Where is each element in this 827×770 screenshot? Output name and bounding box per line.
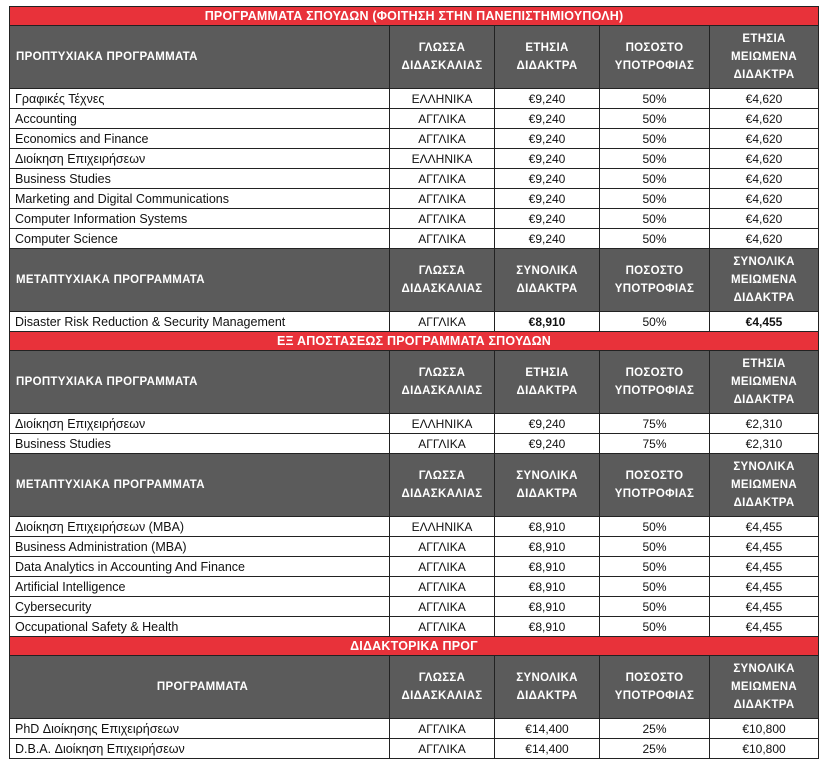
column-header-programs: ΠΡΟΓΡΑΜΜΑΤΑ	[10, 656, 390, 719]
column-header-line: ΕΤΗΣΙΑ	[525, 42, 569, 54]
scholarship-cell: 50%	[600, 169, 710, 189]
table-row	[10, 617, 819, 637]
table-row	[10, 89, 819, 109]
table-row	[10, 414, 819, 434]
header-campus-undergrad	[10, 26, 819, 89]
fee-cell: €8,910	[495, 537, 600, 557]
fee-cell: €9,240	[495, 189, 600, 209]
column-header-line: ΔΙΔΑΚΤΡΑ	[733, 497, 795, 509]
reduced-fee-cell: €4,455	[710, 517, 819, 537]
column-header-line: ΔΙΔΑΣΚΑΛΙΑΣ	[401, 283, 483, 295]
column-header-line: ΠΟΣΟΣΤΟ	[625, 42, 684, 54]
language-cell: ΑΓΓΛΙΚΑ	[390, 597, 495, 617]
scholarship-cell: 50%	[600, 129, 710, 149]
column-header-line: ΓΛΩΣΣΑ	[418, 672, 466, 684]
program-name-cell: Business Administration (MBA)	[10, 537, 390, 557]
section-title: ΔΙΔΑΚΤΟΡΙΚΑ ΠΡΟΓ	[10, 637, 819, 656]
language-cell: ΑΓΓΛΙΚΑ	[390, 169, 495, 189]
column-header-fee	[495, 656, 600, 719]
column-header-reduced-fee	[710, 249, 819, 312]
scholarship-cell: 25%	[600, 719, 710, 739]
column-header-scholarship	[600, 656, 710, 719]
band-distance-programs	[10, 332, 819, 351]
table-row	[10, 537, 819, 557]
fee-cell: €9,240	[495, 434, 600, 454]
column-header-line: ΓΛΩΣΣΑ	[418, 42, 466, 54]
bold-value: €8,910	[528, 314, 566, 329]
program-name-cell: D.B.A. Διοίκηση Επιχειρήσεων	[10, 739, 390, 759]
column-header-line: ΜΕΙΩΜΕΝΑ	[731, 681, 797, 693]
table-row	[10, 109, 819, 129]
column-header-fee	[495, 454, 600, 517]
table-row	[10, 577, 819, 597]
fee-cell: €9,240	[495, 209, 600, 229]
reduced-fee-cell: €4,620	[710, 149, 819, 169]
language-cell: ΑΓΓΛΙΚΑ	[390, 537, 495, 557]
column-header-reduced-fee	[710, 454, 819, 517]
fee-cell: €9,240	[495, 169, 600, 189]
column-header-line: ΔΙΔΑΚΤΡΑ	[733, 699, 795, 711]
column-header-line: ΓΛΩΣΣΑ	[418, 265, 466, 277]
scholarship-cell: 50%	[600, 149, 710, 169]
fee-cell: €9,240	[495, 129, 600, 149]
column-header-scholarship	[600, 351, 710, 414]
column-header-fee	[495, 351, 600, 414]
scholarship-cell: 50%	[600, 109, 710, 129]
table-row	[10, 129, 819, 149]
program-name-cell: Διοίκηση Επιχειρήσεων	[10, 414, 390, 434]
column-header-line: ΔΙΔΑΚΤΡΑ	[516, 385, 578, 397]
program-name-cell: Artificial Intelligence	[10, 577, 390, 597]
reduced-fee-cell: €4,620	[710, 189, 819, 209]
language-cell: ΕΛΛΗΝΙΚΑ	[390, 414, 495, 434]
reduced-fee-cell: €10,800	[710, 739, 819, 759]
scholarship-cell: 75%	[600, 434, 710, 454]
column-header-line: ΠΟΣΟΣΤΟ	[625, 265, 684, 277]
fee-cell: €8,910	[495, 617, 600, 637]
program-name-cell: Economics and Finance	[10, 129, 390, 149]
column-header-line: ΜΕΙΩΜΕΝΑ	[731, 479, 797, 491]
column-header-line: ΕΤΗΣΙΑ	[742, 33, 786, 45]
scholarship-cell: 50%	[600, 597, 710, 617]
column-header-line: ΔΙΔΑΚΤΡΑ	[516, 283, 578, 295]
table-row	[10, 434, 819, 454]
program-name-cell: Marketing and Digital Communications	[10, 189, 390, 209]
reduced-fee-cell: €4,455	[710, 577, 819, 597]
column-header-language	[390, 249, 495, 312]
reduced-fee-cell: €10,800	[710, 719, 819, 739]
column-header-line: ΔΙΔΑΚΤΡΑ	[516, 488, 578, 500]
fee-cell: €9,240	[495, 149, 600, 169]
reduced-fee-cell: €4,455	[710, 597, 819, 617]
program-name-cell: Cybersecurity	[10, 597, 390, 617]
fee-cell: €9,240	[495, 414, 600, 434]
column-header-line: ΥΠΟΤΡΟΦΙΑΣ	[614, 60, 695, 72]
tuition-table-sheet	[9, 6, 818, 759]
fee-cell: €14,400	[495, 739, 600, 759]
column-header-language	[390, 26, 495, 89]
column-header-reduced-fee	[710, 26, 819, 89]
reduced-fee-cell: €4,620	[710, 169, 819, 189]
fee-cell: €9,240	[495, 89, 600, 109]
column-header-line: ΔΙΔΑΣΚΑΛΙΑΣ	[401, 60, 483, 72]
program-name-cell: Διοίκηση Επιχειρήσεων (MBA)	[10, 517, 390, 537]
scholarship-cell: 50%	[600, 229, 710, 249]
column-header-line: ΜΕΙΩΜΕΝΑ	[731, 274, 797, 286]
program-name-cell: Business Studies	[10, 169, 390, 189]
program-name-cell: Data Analytics in Accounting And Finance	[10, 557, 390, 577]
scholarship-cell: 50%	[600, 557, 710, 577]
table-row	[10, 169, 819, 189]
scholarship-cell: 25%	[600, 739, 710, 759]
column-header-line: ΔΙΔΑΚΤΡΑ	[733, 394, 795, 406]
column-header-fee	[495, 249, 600, 312]
table-row	[10, 209, 819, 229]
column-header-line: ΣΥΝΟΛΙΚΑ	[516, 470, 578, 482]
column-header-language	[390, 656, 495, 719]
program-name-cell: Accounting	[10, 109, 390, 129]
column-header-fee	[495, 26, 600, 89]
fee-cell: €8,910	[495, 597, 600, 617]
column-header-line: ΓΛΩΣΣΑ	[418, 367, 466, 379]
table-row	[10, 149, 819, 169]
language-cell: ΑΓΓΛΙΚΑ	[390, 189, 495, 209]
column-header-line: ΠΟΣΟΣΤΟ	[625, 367, 684, 379]
fee-cell: €8,910	[495, 517, 600, 537]
reduced-fee-cell: €2,310	[710, 434, 819, 454]
column-header-line: ΔΙΔΑΣΚΑΛΙΑΣ	[401, 488, 483, 500]
language-cell: ΑΓΓΛΙΚΑ	[390, 209, 495, 229]
program-name-cell: Διοίκηση Επιχειρήσεων	[10, 149, 390, 169]
language-cell: ΑΓΓΛΙΚΑ	[390, 557, 495, 577]
header-distance-undergrad	[10, 351, 819, 414]
language-cell: ΑΓΓΛΙΚΑ	[390, 739, 495, 759]
language-cell: ΕΛΛΗΝΙΚΑ	[390, 149, 495, 169]
column-header-line: ΔΙΔΑΚΤΡΑ	[733, 69, 795, 81]
program-name-cell: Computer Science	[10, 229, 390, 249]
column-header-line: ΜΕΙΩΜΕΝΑ	[731, 51, 797, 63]
scholarship-cell: 50%	[600, 537, 710, 557]
column-header-line: ΥΠΟΤΡΟΦΙΑΣ	[614, 385, 695, 397]
column-header-line: ΥΠΟΤΡΟΦΙΑΣ	[614, 488, 695, 500]
language-cell: ΑΓΓΛΙΚΑ	[390, 577, 495, 597]
section-title: ΠΡΟΓΡΑΜΜΑΤΑ ΣΠΟΥΔΩΝ (ΦΟΙΤΗΣΗ ΣΤΗΝ ΠΑΝΕΠΙΣΤΗΜΙΟΥΠΟΛΗ)	[10, 7, 819, 26]
reduced-fee-cell: €4,620	[710, 89, 819, 109]
column-header-language	[390, 454, 495, 517]
program-name-cell: Computer Information Systems	[10, 209, 390, 229]
header-campus-postgrad	[10, 249, 819, 312]
column-header-line: ΣΥΝΟΛΙΚΑ	[516, 672, 578, 684]
reduced-fee-cell: €4,620	[710, 129, 819, 149]
column-header-line: ΥΠΟΤΡΟΦΙΑΣ	[614, 690, 695, 702]
language-cell: ΑΓΓΛΙΚΑ	[390, 617, 495, 637]
table-row	[10, 739, 819, 759]
reduced-fee-cell: €4,455	[710, 537, 819, 557]
program-name-cell: Disaster Risk Reduction & Security Management	[10, 312, 390, 332]
reduced-fee-cell: €4,620	[710, 109, 819, 129]
language-cell: ΕΛΛΗΝΙΚΑ	[390, 89, 495, 109]
program-name-cell: Γραφικές Τέχνες	[10, 89, 390, 109]
column-header-line: ΕΤΗΣΙΑ	[742, 358, 786, 370]
language-cell: ΕΛΛΗΝΙΚΑ	[390, 517, 495, 537]
table-row	[10, 557, 819, 577]
table-row	[10, 312, 819, 332]
reduced-fee-cell: €2,310	[710, 414, 819, 434]
language-cell: ΑΓΓΛΙΚΑ	[390, 312, 495, 332]
column-header-line: ΔΙΔΑΣΚΑΛΙΑΣ	[401, 385, 483, 397]
band-doctoral-programs	[10, 637, 819, 656]
fee-cell	[495, 312, 600, 332]
scholarship-cell: 50%	[600, 189, 710, 209]
language-cell: ΑΓΓΛΙΚΑ	[390, 434, 495, 454]
fee-cell: €8,910	[495, 577, 600, 597]
language-cell: ΑΓΓΛΙΚΑ	[390, 109, 495, 129]
tuition-table	[9, 6, 819, 759]
bold-value: €4,455	[745, 314, 783, 329]
scholarship-cell: 50%	[600, 312, 710, 332]
program-name-cell: PhD Διοίκησης Επιχειρήσεων	[10, 719, 390, 739]
column-header-reduced-fee	[710, 656, 819, 719]
column-header-scholarship	[600, 454, 710, 517]
column-header-programs: ΠΡΟΠΤΥΧΙΑΚΑ ΠΡΟΓΡΑΜΜΑΤΑ	[10, 26, 390, 89]
column-header-line: ΣΥΝΟΛΙΚΑ	[733, 461, 795, 473]
column-header-line: ΜΕΙΩΜΕΝΑ	[731, 376, 797, 388]
column-header-scholarship	[600, 26, 710, 89]
column-header-line: ΠΟΣΟΣΤΟ	[625, 470, 684, 482]
scholarship-cell: 50%	[600, 577, 710, 597]
language-cell: ΑΓΓΛΙΚΑ	[390, 229, 495, 249]
column-header-line: ΠΟΣΟΣΤΟ	[625, 672, 684, 684]
scholarship-cell: 50%	[600, 209, 710, 229]
column-header-line: ΔΙΔΑΚΤΡΑ	[516, 690, 578, 702]
fee-cell: €8,910	[495, 557, 600, 577]
table-row	[10, 597, 819, 617]
fee-cell: €14,400	[495, 719, 600, 739]
reduced-fee-cell: €4,620	[710, 209, 819, 229]
column-header-scholarship	[600, 249, 710, 312]
table-row	[10, 719, 819, 739]
column-header-line: ΔΙΔΑΚΤΡΑ	[733, 292, 795, 304]
table-row	[10, 189, 819, 209]
column-header-line: ΕΤΗΣΙΑ	[525, 367, 569, 379]
fee-cell: €9,240	[495, 109, 600, 129]
language-cell: ΑΓΓΛΙΚΑ	[390, 719, 495, 739]
column-header-programs: ΠΡΟΠΤΥΧΙΑΚΑ ΠΡΟΓΡΑΜΜΑΤΑ	[10, 351, 390, 414]
column-header-line: ΥΠΟΤΡΟΦΙΑΣ	[614, 283, 695, 295]
reduced-fee-cell: €4,620	[710, 229, 819, 249]
scholarship-cell: 75%	[600, 414, 710, 434]
table-row	[10, 517, 819, 537]
scholarship-cell: 50%	[600, 89, 710, 109]
scholarship-cell: 50%	[600, 617, 710, 637]
band-campus-programs	[10, 7, 819, 26]
column-header-line: ΔΙΔΑΚΤΡΑ	[516, 60, 578, 72]
reduced-fee-cell	[710, 312, 819, 332]
header-doctoral	[10, 656, 819, 719]
table-row	[10, 229, 819, 249]
column-header-line: ΓΛΩΣΣΑ	[418, 470, 466, 482]
reduced-fee-cell: €4,455	[710, 617, 819, 637]
scholarship-cell: 50%	[600, 517, 710, 537]
column-header-line: ΣΥΝΟΛΙΚΑ	[516, 265, 578, 277]
fee-cell: €9,240	[495, 229, 600, 249]
section-title: ΕΞ ΑΠΟΣΤΑΣΕΩΣ ΠΡΟΓΡΑΜΜΑΤΑ ΣΠΟΥΔΩΝ	[10, 332, 819, 351]
column-header-programs: ΜΕΤΑΠΤΥΧΙΑΚΑ ΠΡΟΓΡΑΜΜΑΤΑ	[10, 454, 390, 517]
header-distance-postgrad	[10, 454, 819, 517]
column-header-line: ΔΙΔΑΣΚΑΛΙΑΣ	[401, 690, 483, 702]
column-header-reduced-fee	[710, 351, 819, 414]
program-name-cell: Business Studies	[10, 434, 390, 454]
program-name-cell: Occupational Safety & Health	[10, 617, 390, 637]
column-header-language	[390, 351, 495, 414]
column-header-programs: ΜΕΤΑΠΤΥΧΙΑΚΑ ΠΡΟΓΡΑΜΜΑΤΑ	[10, 249, 390, 312]
reduced-fee-cell: €4,455	[710, 557, 819, 577]
column-header-line: ΣΥΝΟΛΙΚΑ	[733, 663, 795, 675]
column-header-line: ΣΥΝΟΛΙΚΑ	[733, 256, 795, 268]
language-cell: ΑΓΓΛΙΚΑ	[390, 129, 495, 149]
